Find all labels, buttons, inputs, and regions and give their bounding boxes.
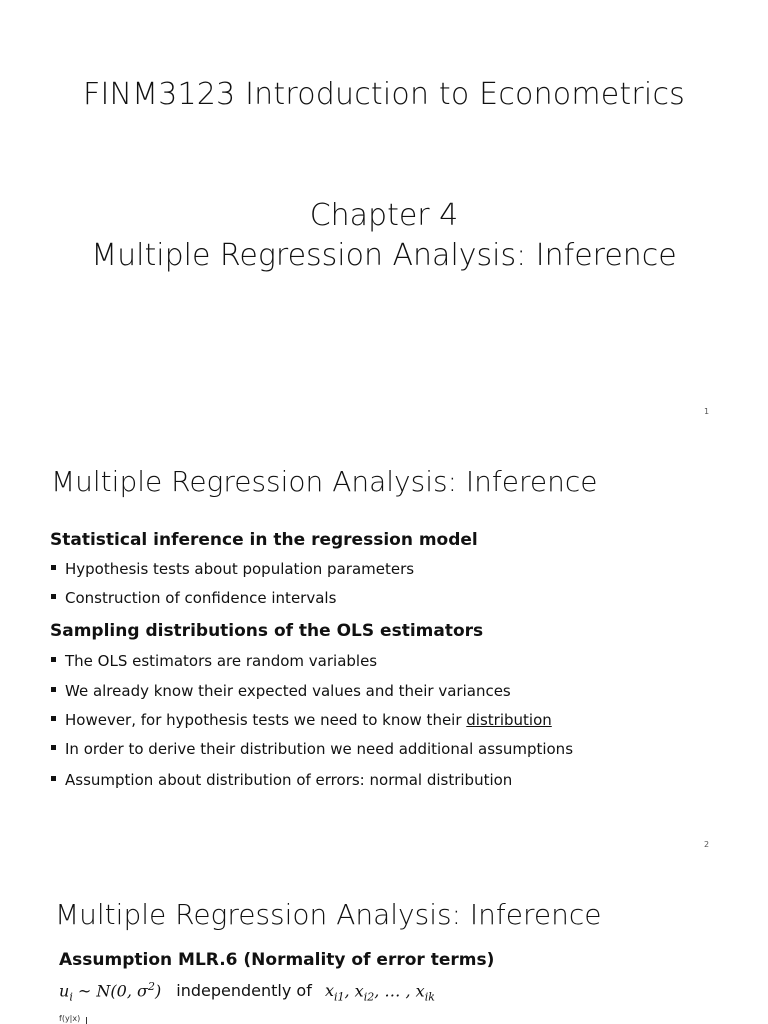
bullet-marker [51, 745, 56, 750]
distribution-link[interactable]: distribution [466, 711, 552, 729]
bullet-marker [51, 565, 56, 570]
bullet-item: We already know their expected values and their variances [51, 682, 511, 700]
bullet-item: Assumption about distribution of errors: normal distribution [51, 771, 512, 789]
bullet-marker [51, 716, 56, 721]
bullet-marker [51, 776, 56, 781]
title-slide [0, 0, 768, 430]
bullet-item: Hypothesis tests about population parameters [51, 560, 414, 578]
bullet-marker [51, 657, 56, 662]
page-number: 1 [704, 407, 710, 416]
page-number: 2 [704, 840, 710, 849]
bullet-item: Construction of confidence intervals [51, 589, 336, 607]
assumption-title: Assumption MLR.6 (Normality of error terms) [59, 950, 495, 970]
bullet-item: However, for hypothesis tests we need to know their distribution [51, 711, 552, 729]
bullet-item: The OLS estimators are random variables [51, 652, 377, 670]
chapter-number: Chapter 4 [309, 198, 459, 233]
bullet-marker [51, 594, 56, 599]
normality-formula: $u_i$ ~ N(0, $\sigma^2$) independently of $x_{i1}$, $x_{i2}$, … , $x_{ik}$ [59, 980, 435, 1004]
graph-axis [86, 1017, 87, 1024]
slide-heading: Multiple Regression Analysis: Inference [55, 898, 602, 931]
chapter-title: Multiple Regression Analysis: Inference [91, 238, 677, 273]
bullet-marker [51, 687, 56, 692]
section-title: Statistical inference in the regression model [50, 530, 478, 550]
slide-heading: Multiple Regression Analysis: Inference [51, 465, 598, 498]
bullet-item: In order to derive their distribution we need additional assumptions [51, 740, 573, 758]
graph-axis-label: f(y|x) [59, 1014, 81, 1023]
content-slide [0, 860, 768, 1024]
content-slide [0, 430, 768, 860]
course-title: FINM3123 Introduction to Econometrics [83, 77, 685, 112]
section-title: Sampling distributions of the OLS estimators [50, 621, 484, 641]
